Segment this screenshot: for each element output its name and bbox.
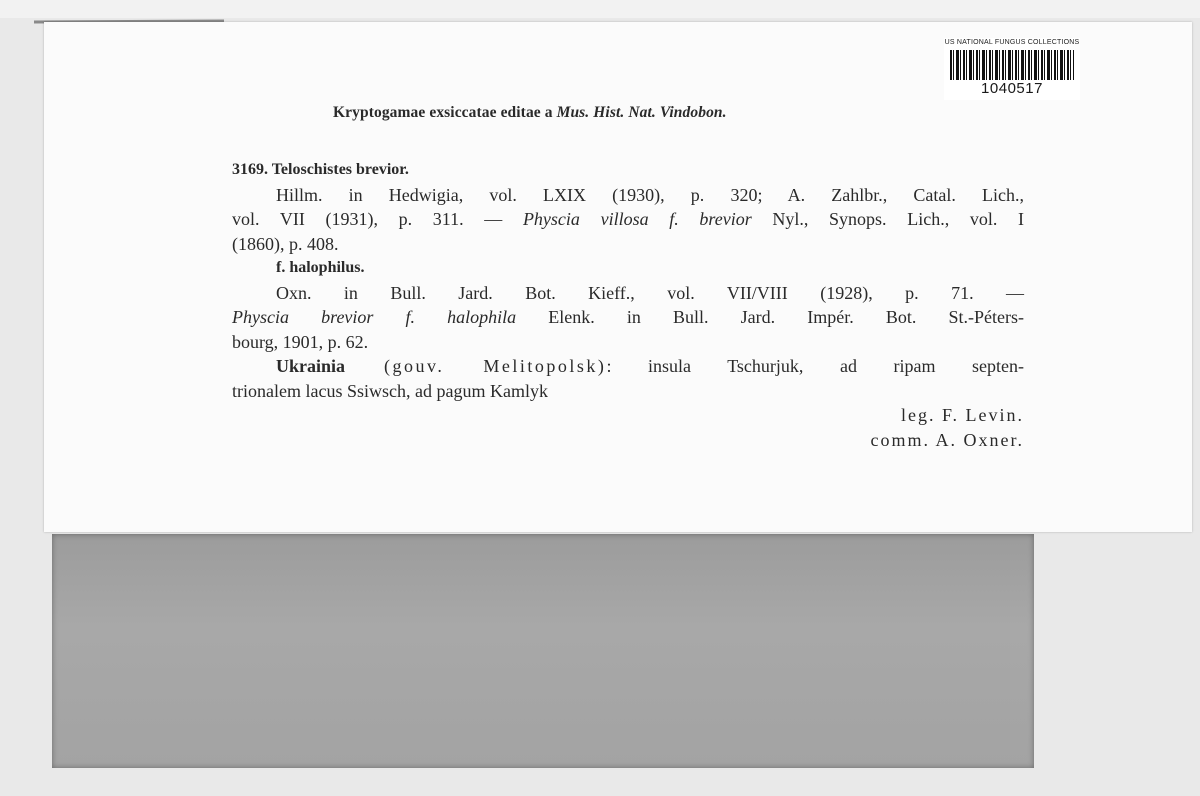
reference-1-line-2: vol. VII (1931), p. 311. — Physcia villosa f. brevior Nyl., Synops. Lich., vol. I	[232, 209, 1025, 229]
collector-line	[232, 403, 1024, 428]
specimen-packet	[52, 534, 1034, 768]
barcode-bars	[950, 50, 1074, 80]
locality-country: Ukrainia	[276, 356, 346, 376]
locality-region: (gouv. Melitopolsk)	[345, 356, 607, 376]
series-title	[333, 104, 933, 122]
reference-1-line-3: (1860), p. 408.	[232, 233, 339, 254]
synonym-physcia-brevior: Physcia brevior f. halophila	[232, 307, 517, 327]
specimen-label	[44, 22, 1192, 532]
barcode-institution: US NATIONAL FUNGUS COLLECTIONS	[944, 39, 1080, 46]
collector: leg. F. Levin.	[900, 405, 1024, 425]
form-name: f. halophilus.	[276, 259, 365, 276]
locality-line-2: trionalem lacus Ssiwsch, ad pagum Kamlyk	[232, 380, 548, 401]
sheet-top-edge	[0, 0, 1200, 18]
barcode-number: 1040517	[981, 80, 1043, 97]
communicator: comm. A. Oxner.	[870, 429, 1024, 450]
reference-2-line-3: bourg, 1901, p. 62.	[232, 331, 369, 352]
synonym-physcia-villosa: Physcia villosa f. brevior	[522, 209, 752, 229]
reference-1-line-1: Hillm. in Hedwigia, vol. LXIX (1930), p. 320; A. Zahlbr., Catal. Lich.,	[276, 184, 1024, 205]
reference-2-line-1: Oxn. in Bull. Jard. Bot. Kieff., vol. VII/VIII (1928), p. 71. —	[276, 282, 1024, 303]
specimen-number-name: 3169. Teloschistes brevior.	[232, 161, 409, 178]
barcode	[944, 38, 1080, 100]
reference-2-line-2: Physcia brevior f. halophila Elenk. in Bull. Jard. Impér. Bot. St.-Péters-	[232, 307, 1024, 327]
label-text	[232, 158, 1024, 452]
series-title-regular: Kryptogamae exsiccatae editae a	[333, 104, 557, 121]
series-title-italic: Mus. Hist. Nat. Vindobon.	[556, 104, 727, 121]
locality-line-1: Ukrainia (gouv. Melitopolsk): insula Tschurjuk, ad ripam septen-	[276, 356, 1025, 376]
communicator-line	[232, 428, 1024, 453]
